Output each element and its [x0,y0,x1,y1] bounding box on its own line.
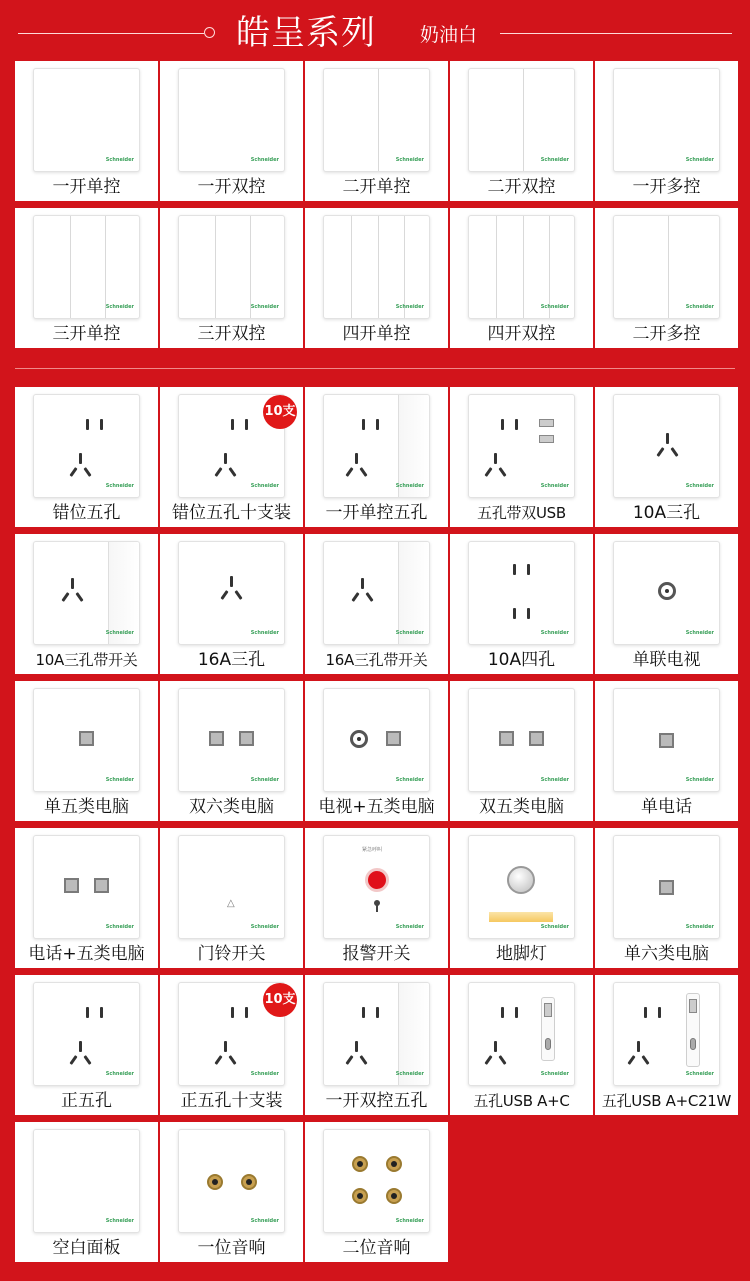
rocker-divider [215,216,216,318]
product-card[interactable] [305,975,448,1115]
speaker-terminal [241,1174,257,1190]
socket-pin [359,467,367,477]
panel-image [613,688,720,792]
network-port [94,878,109,893]
rocker-divider [378,69,379,171]
alarm-keyhole [376,904,378,912]
product-card[interactable] [160,975,303,1115]
switch-rocker [395,983,429,1085]
product-card[interactable] [15,1122,158,1262]
brand-logo: Schneider [685,777,714,783]
brand-logo: Schneider [250,157,279,163]
panel-image [33,1129,140,1233]
rocker-divider [404,216,405,318]
panel-image [178,541,285,645]
socket-pin [86,1007,89,1018]
product-card[interactable] [305,387,448,527]
usb-a-port [689,999,697,1013]
product-label: 五孔USB A+C [473,1092,570,1110]
brand-logo: Schneider [395,777,424,783]
rocker-divider [549,216,550,318]
product-card[interactable] [305,61,448,201]
network-port [239,731,254,746]
brand-logo: Schneider [250,777,279,783]
socket-pin [245,1007,248,1018]
speaker-terminal [207,1174,223,1190]
socket-pin [69,1055,77,1065]
socket-pin [376,419,379,430]
panel-image [468,541,575,645]
bell-icon: △ [227,898,235,909]
product-label: 双六类电脑 [189,797,274,817]
header-dot [204,27,215,38]
product-card[interactable] [450,975,593,1115]
brand-logo: Schneider [540,483,569,489]
rocker-divider [105,216,106,318]
product-card[interactable] [595,387,738,527]
product-label: 双五类电脑 [479,797,564,817]
alarm-button [365,868,389,892]
brand-logo: Schneider [685,483,714,489]
quantity-badge: 10支 [263,983,297,1017]
panel-image [613,982,720,1086]
panel-image [468,688,575,792]
product-label: 单六类电脑 [624,944,709,964]
panel-image [323,835,430,939]
socket-pin [658,1007,661,1018]
section-divider [15,368,735,369]
product-card[interactable] [305,208,448,348]
network-port [499,731,514,746]
usb-a-port [539,435,554,443]
series-subtitle: 奶油白 [420,24,478,46]
product-label: 16A三孔带开关 [325,651,428,669]
socket-pin [75,592,83,602]
product-card[interactable] [15,61,158,201]
product-label: 二开单控 [342,177,411,197]
brand-logo: Schneider [250,924,279,930]
socket-pin [355,1041,358,1052]
network-port [79,731,94,746]
panel-image [178,215,285,319]
panel-image [33,394,140,498]
socket-pin [670,447,678,457]
product-label: 错位五孔 [52,503,121,523]
socket-pin [515,1007,518,1018]
socket-pin [83,1055,91,1065]
socket-pin [231,419,234,430]
product-card[interactable] [450,828,593,968]
panel-image [468,982,575,1086]
panel-image [323,215,430,319]
switch-rocker [105,542,139,644]
brand-logo: Schneider [105,1071,134,1077]
product-label: 一开多控 [632,177,701,197]
product-label: 三开双控 [197,324,266,344]
brand-logo: Schneider [540,304,569,310]
product-label: 正五孔 [61,1091,112,1111]
product-card[interactable] [15,681,158,821]
switch-rocker [395,395,429,497]
product-card[interactable] [15,208,158,348]
product-card[interactable] [595,534,738,674]
brand-logo: Schneider [540,924,569,930]
panel-image [468,394,575,498]
socket-pin [71,578,74,589]
product-card[interactable] [15,534,158,674]
product-label: 二位音响 [342,1238,411,1258]
brand-logo: Schneider [395,1218,424,1224]
product-label: 五孔带双USB [477,504,566,522]
speaker-terminal [352,1188,368,1204]
socket-pin [515,419,518,430]
product-label: 电视+五类电脑 [318,797,435,817]
socket-pin [61,592,69,602]
socket-pin [498,1055,506,1065]
rocker-divider [496,216,497,318]
socket-pin [230,576,233,587]
rocker-divider [523,69,524,171]
product-card[interactable] [595,208,738,348]
panel-image [468,68,575,172]
floor-light-strip [489,912,553,922]
speaker-terminal [386,1156,402,1172]
socket-pin [234,590,242,600]
product-label: 10A四孔 [487,650,556,670]
socket-pin [100,1007,103,1018]
socket-pin [228,467,236,477]
panel-image [613,394,720,498]
socket-pin [100,419,103,430]
panel-image [323,982,430,1086]
product-label: 电话+五类电脑 [28,944,145,964]
product-card[interactable] [595,681,738,821]
product-label: 二开多控 [632,324,701,344]
socket-pin [527,608,530,619]
brand-logo: Schneider [685,630,714,636]
product-card[interactable] [305,1122,448,1262]
brand-logo: Schneider [395,157,424,163]
product-card[interactable] [450,61,593,201]
product-card[interactable] [160,828,303,968]
socket-pin [224,453,227,464]
socket-pin [345,1055,353,1065]
product-card[interactable] [15,975,158,1115]
tv-coax-port [350,730,368,748]
product-label: 门铃开关 [197,944,266,964]
product-card[interactable] [160,681,303,821]
brand-logo: Schneider [105,1218,134,1224]
phone-port [64,878,79,893]
socket-pin [484,467,492,477]
tv-coax-port [658,582,676,600]
socket-pin [494,1041,497,1052]
panel-image [33,688,140,792]
product-label: 单电话 [641,797,692,817]
socket-pin [513,608,516,619]
socket-pin [494,453,497,464]
network-port [209,731,224,746]
panel-image [178,688,285,792]
product-label: 一开单控五孔 [325,503,428,523]
rocker-divider [523,216,524,318]
product-card[interactable] [15,387,158,527]
product-card[interactable] [160,208,303,348]
panel-image [33,541,140,645]
socket-pin [513,564,516,575]
socket-pin [376,1007,379,1018]
brand-logo: Schneider [250,483,279,489]
usb-c-port [690,1038,696,1050]
product-card[interactable] [305,681,448,821]
light-sensor [507,866,535,894]
socket-pin [345,467,353,477]
brand-logo: Schneider [105,483,134,489]
panel-image [613,215,720,319]
product-label: 二开双控 [487,177,556,197]
speaker-terminal [352,1156,368,1172]
brand-logo: Schneider [250,1218,279,1224]
network-port [386,731,401,746]
brand-logo: Schneider [685,924,714,930]
product-card[interactable] [595,975,738,1115]
product-card[interactable] [305,828,448,968]
brand-logo: Schneider [250,1071,279,1077]
panel-image [178,68,285,172]
switch-rocker [395,542,429,644]
panel-image [613,835,720,939]
product-label: 单五类电脑 [44,797,129,817]
quantity-badge: 10支 [263,395,297,429]
product-card[interactable] [305,534,448,674]
brand-logo: Schneider [105,304,134,310]
brand-logo: Schneider [685,304,714,310]
socket-pin [627,1055,635,1065]
product-label: 正五孔十支装 [180,1091,283,1111]
usb-a-port [539,419,554,427]
panel-image [323,688,430,792]
brand-logo: Schneider [105,924,134,930]
product-card[interactable] [160,387,303,527]
header-line-left [18,33,204,34]
brand-logo: Schneider [540,777,569,783]
socket-pin [231,1007,234,1018]
product-label: 错位五孔十支装 [172,503,291,523]
brand-logo: Schneider [685,1071,714,1077]
product-card[interactable] [450,208,593,348]
panel-image [613,541,720,645]
socket-pin [501,1007,504,1018]
brand-logo: Schneider [250,304,279,310]
socket-pin [79,453,82,464]
panel-image [323,394,430,498]
panel-image [613,68,720,172]
brand-logo: Schneider [395,304,424,310]
rocker-divider [70,216,71,318]
phone-port [659,733,674,748]
panel-image [323,541,430,645]
socket-pin [220,590,228,600]
brand-logo: Schneider [685,157,714,163]
product-card[interactable] [450,534,593,674]
usb-strip [686,993,700,1067]
socket-pin [498,467,506,477]
socket-pin [351,592,359,602]
speaker-terminal [386,1188,402,1204]
panel-image [178,835,285,939]
panel-image [323,1129,430,1233]
rocker-divider [668,216,669,318]
brand-logo: Schneider [540,1071,569,1077]
header-line-right [500,33,732,34]
socket-pin [666,433,669,444]
socket-pin [245,419,248,430]
socket-pin [361,578,364,589]
network-port [659,880,674,895]
product-label: 四开双控 [487,324,556,344]
product-label: 一位音响 [197,1238,266,1258]
panel-image [33,215,140,319]
socket-pin [362,1007,365,1018]
socket-pin [224,1041,227,1052]
brand-logo: Schneider [250,630,279,636]
socket-pin [501,419,504,430]
product-label: 五孔USB A+C21W [601,1092,732,1110]
panel-image [468,215,575,319]
brand-logo: Schneider [395,483,424,489]
product-label: 四开单控 [342,324,411,344]
socket-pin [69,467,77,477]
usb-strip [541,997,555,1061]
product-label: 单联电视 [632,650,701,670]
brand-logo: Schneider [105,777,134,783]
rocker-divider [378,216,379,318]
socket-pin [228,1055,236,1065]
socket-pin [484,1055,492,1065]
alarm-caption: 紧急呼叫 [362,847,383,853]
panel-image [33,982,140,1086]
product-card[interactable] [595,61,738,201]
product-label: 空白面板 [52,1238,121,1258]
product-label: 一开双控五孔 [325,1091,428,1111]
series-title: 皓呈系列 [236,13,376,53]
product-label: 一开单控 [52,177,121,197]
product-label: 报警开关 [342,944,411,964]
panel-image [468,835,575,939]
product-label: 10A三孔带开关 [35,651,138,669]
socket-pin [83,467,91,477]
socket-pin [644,1007,647,1018]
product-card[interactable] [160,61,303,201]
socket-pin [214,467,222,477]
product-card[interactable] [160,534,303,674]
brand-logo: Schneider [395,924,424,930]
product-card[interactable] [450,681,593,821]
socket-pin [362,419,365,430]
product-card[interactable] [595,828,738,968]
rocker-divider [351,216,352,318]
brand-logo: Schneider [395,1071,424,1077]
product-label: 一开双控 [197,177,266,197]
socket-pin [86,419,89,430]
socket-pin [641,1055,649,1065]
panel-image [33,835,140,939]
product-card[interactable] [450,387,593,527]
panel-image [323,68,430,172]
panel-image [178,1129,285,1233]
socket-pin [214,1055,222,1065]
panel-image [33,68,140,172]
socket-pin [527,564,530,575]
socket-pin [355,453,358,464]
brand-logo: Schneider [540,157,569,163]
socket-pin [637,1041,640,1052]
product-label: 地脚灯 [496,944,547,964]
brand-logo: Schneider [395,630,424,636]
header [0,0,750,60]
socket-pin [365,592,373,602]
product-label: 三开单控 [52,324,121,344]
usb-c-port [545,1038,551,1050]
rocker-divider [250,216,251,318]
product-label: 16A三孔 [197,650,266,670]
socket-pin [359,1055,367,1065]
socket-pin [656,447,664,457]
product-label: 10A三孔 [632,503,701,523]
brand-logo: Schneider [540,630,569,636]
product-card[interactable] [160,1122,303,1262]
network-port [529,731,544,746]
socket-pin [79,1041,82,1052]
brand-logo: Schneider [105,630,134,636]
usb-a-port [544,1003,552,1017]
product-card[interactable] [15,828,158,968]
brand-logo: Schneider [105,157,134,163]
